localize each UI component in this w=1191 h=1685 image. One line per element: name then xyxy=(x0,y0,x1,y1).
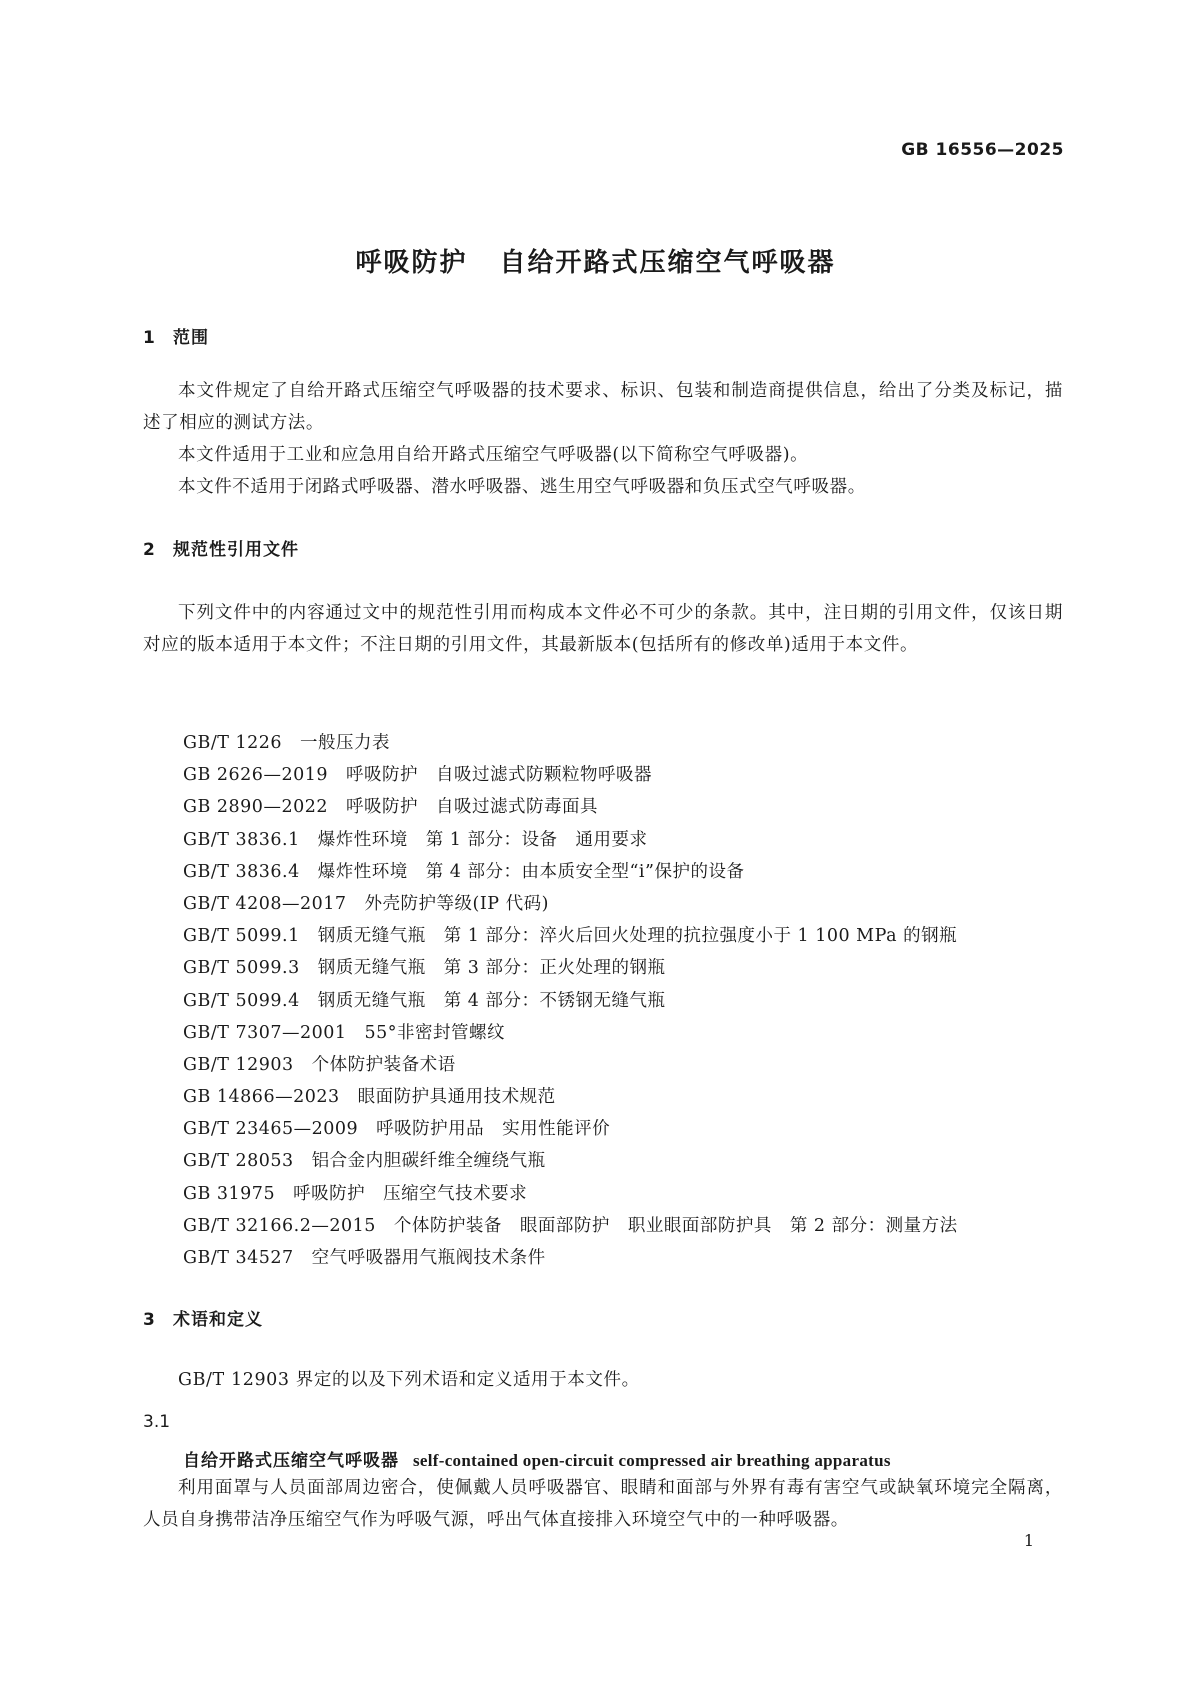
normative-references-list xyxy=(183,727,958,1274)
section-3-heading xyxy=(143,1305,263,1330)
standard-number: GB 16556—2025 xyxy=(901,140,1064,160)
term-english: self-contained open-circuit compressed air breathing apparatus xyxy=(413,1451,891,1470)
section-2-intro: 下列文件中的内容通过文中的规范性引用而构成本文件必不可少的条款。其中，注日期的引用文件，仅该日期对应的版本适用于本文件；不注日期的引用文件，其最新版本(包括所有的修改单)适用于本文件。 xyxy=(143,603,1063,655)
reference-item: GB/T 34527 空气呼吸器用气瓶阀技术条件 xyxy=(183,1248,546,1268)
document-title xyxy=(0,242,1191,279)
section-1-paragraph-1: 本文件规定了自给开路式压缩空气呼吸器的技术要求、标识、包装和制造商提供信息，给出了分类及标记，描述了相应的测试方法。 xyxy=(143,381,1063,433)
reference-item: GB/T 5099.4 钢质无缝气瓶 第 4 部分：不锈钢无缝气瓶 xyxy=(183,990,666,1011)
term-chinese: 自给开路式压缩空气呼吸器 xyxy=(183,1451,399,1471)
section-2-heading xyxy=(143,535,299,560)
term-definition: 利用面罩与人员面部周边密合，使佩戴人员呼吸器官、眼睛和面部与外界有毒有害空气或缺氧环境完全隔离，人员自身携带洁净压缩空气作为呼吸气源，呼出气体直接排入环境空气中的一种呼吸器。 xyxy=(143,1478,1063,1530)
reference-item: GB/T 28053 铝合金内胆碳纤维全缠绕气瓶 xyxy=(183,1151,546,1172)
reference-item: GB 14866—2023 眼面防护具通用技术规范 xyxy=(183,1087,556,1108)
reference-item: GB/T 3836.1 爆炸性环境 第 1 部分：设备 通用要求 xyxy=(183,829,648,850)
reference-item: GB 31975 呼吸防护 压缩空气技术要求 xyxy=(183,1183,528,1204)
reference-item: GB/T 5099.1 钢质无缝气瓶 第 1 部分：淬火后回火处理的抗拉强度小于 1 100 MPa 的钢瓶 xyxy=(183,926,958,947)
section-1-number: 1 xyxy=(143,328,156,348)
section-2-number: 2 xyxy=(143,540,156,560)
reference-item: GB/T 23465—2009 呼吸防护用品 实用性能评价 xyxy=(183,1119,611,1140)
reference-item: GB/T 4208—2017 外壳防护等级(IP 代码) xyxy=(183,893,549,914)
page-number: 1 xyxy=(1023,1531,1034,1550)
reference-item: GB/T 7307—2001 55°非密封管螺纹 xyxy=(183,1022,506,1043)
section-3-title: 术语和定义 xyxy=(173,1310,263,1330)
section-2-title: 规范性引用文件 xyxy=(173,540,299,560)
section-1-paragraph-2: 本文件适用于工业和应急用自给开路式压缩空气呼吸器(以下简称空气呼吸器)。 xyxy=(178,445,809,465)
clause-number: 3.1 xyxy=(143,1412,171,1432)
title-part-1: 呼吸防护 xyxy=(355,248,468,278)
section-1-paragraph-3: 本文件不适用于闭路式呼吸器、潜水呼吸器、逃生用空气呼吸器和负压式空气呼吸器。 xyxy=(178,477,866,497)
section-1-title: 范围 xyxy=(173,328,209,348)
section-3-intro: GB/T 12903 界定的以及下列术语和定义适用于本文件。 xyxy=(178,1370,640,1390)
reference-item: GB 2890—2022 呼吸防护 自吸过滤式防毒面具 xyxy=(183,797,598,818)
reference-item: GB/T 32166.2—2015 个体防护装备 眼面部防护 职业眼面部防护具 第 2 部分：测量方法 xyxy=(183,1215,958,1236)
reference-item: GB/T 5099.3 钢质无缝气瓶 第 3 部分：正火处理的钢瓶 xyxy=(183,958,666,979)
section-1-heading xyxy=(143,323,209,348)
reference-item: GB/T 3836.4 爆炸性环境 第 4 部分：由本质安全型“i”保护的设备 xyxy=(183,861,745,882)
reference-item: GB/T 12903 个体防护装备术语 xyxy=(183,1054,456,1075)
term-heading xyxy=(183,1446,891,1471)
reference-item: GB 2626—2019 呼吸防护 自吸过滤式防颗粒物呼吸器 xyxy=(183,765,652,786)
section-3-number: 3 xyxy=(143,1310,156,1330)
reference-item: GB/T 1226 一般压力表 xyxy=(183,733,391,753)
title-part-2: 自给开路式压缩空气呼吸器 xyxy=(499,248,836,278)
